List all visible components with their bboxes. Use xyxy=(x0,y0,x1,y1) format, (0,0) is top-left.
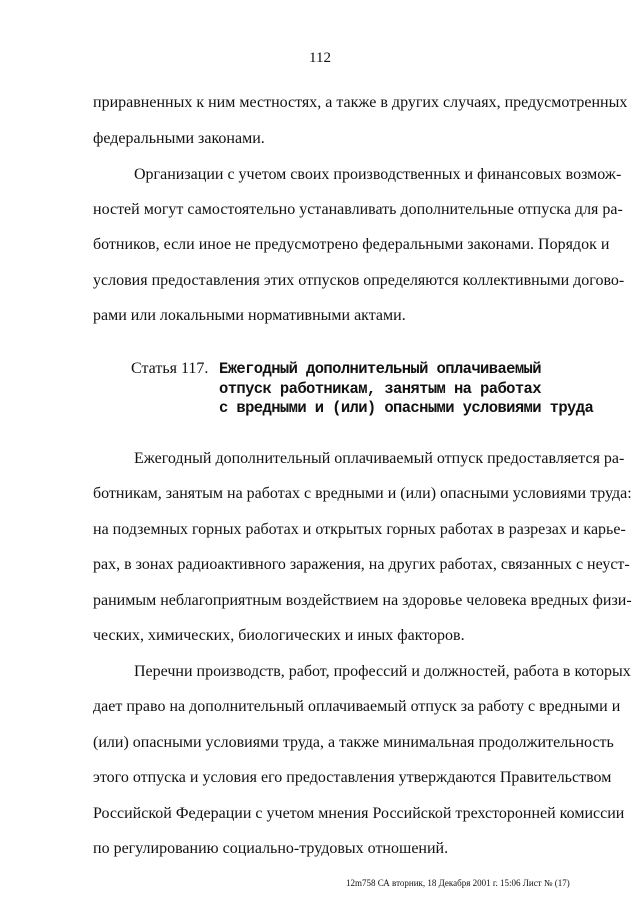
page-number: 112 xyxy=(309,50,331,66)
paragraph-line: рах, в зонах радиоактивного заражения, на других работах, связанных с неуст- xyxy=(93,556,630,573)
paragraph-line: Российской Федерации с учетом мнения Российской трехсторонней комиссии xyxy=(93,805,625,822)
paragraph-line: Ежегодный дополнительный оплачиваемый отпуск предоставляется ра- xyxy=(134,450,625,467)
paragraph-line: федеральными законами. xyxy=(93,130,265,147)
paragraph-line: приравненных к ним местностях, а также в других случаях, предусмотренных xyxy=(93,94,628,111)
paragraph-line: на подземных горных работах и открытых горных работах в разрезах и карье- xyxy=(93,521,626,538)
article-title-line: отпуск работникам, занятым на работах xyxy=(219,380,541,398)
paragraph-line: рами или локальными нормативными актами. xyxy=(93,307,406,324)
article-title-line: Ежегодный дополнительный оплачиваемый xyxy=(219,360,541,378)
paragraph-line: условия предоставления этих отпусков определяются коллективными догово- xyxy=(93,272,625,289)
article-number: Статья 117. xyxy=(131,360,209,377)
paragraph-line: ностей могут самостоятельно устанавливать дополнительные отпуска для ра- xyxy=(93,201,623,218)
paragraph-line: этого отпуска и условия его предоставления утверждаются Правительством xyxy=(93,769,612,786)
page-footer: 12m758 СА вторник, 18 Декабря 2001 г. 15:06 Лист № (17) xyxy=(346,878,570,888)
paragraph-line: по регулированию социально-трудовых отношений. xyxy=(93,840,449,857)
paragraph-line: дает право на дополнительный оплачиваемый отпуск за работу с вредными и xyxy=(93,698,621,715)
paragraph-line: ческих, химических, биологических и иных факторов. xyxy=(93,627,465,644)
article-title-line: с вредными и (или) опасными условиями труда xyxy=(219,399,594,417)
paragraph-line: ботникам, занятым на работах с вредными и (или) опасными условиями труда: xyxy=(93,485,632,502)
paragraph-line: Организации с учетом своих производственных и финансовых возмож- xyxy=(134,166,622,183)
paragraph-line: ботников, если иное не предусмотрено федеральными законами. Порядок и xyxy=(93,236,610,253)
paragraph-line: ранимым неблагоприятным воздействием на здоровье человека вредных физи- xyxy=(93,592,632,609)
paragraph-line: (или) опасными условиями труда, а также минимальная продолжительность xyxy=(93,734,614,751)
paragraph-line: Перечни производств, работ, профессий и должностей, работа в которых xyxy=(134,663,631,680)
